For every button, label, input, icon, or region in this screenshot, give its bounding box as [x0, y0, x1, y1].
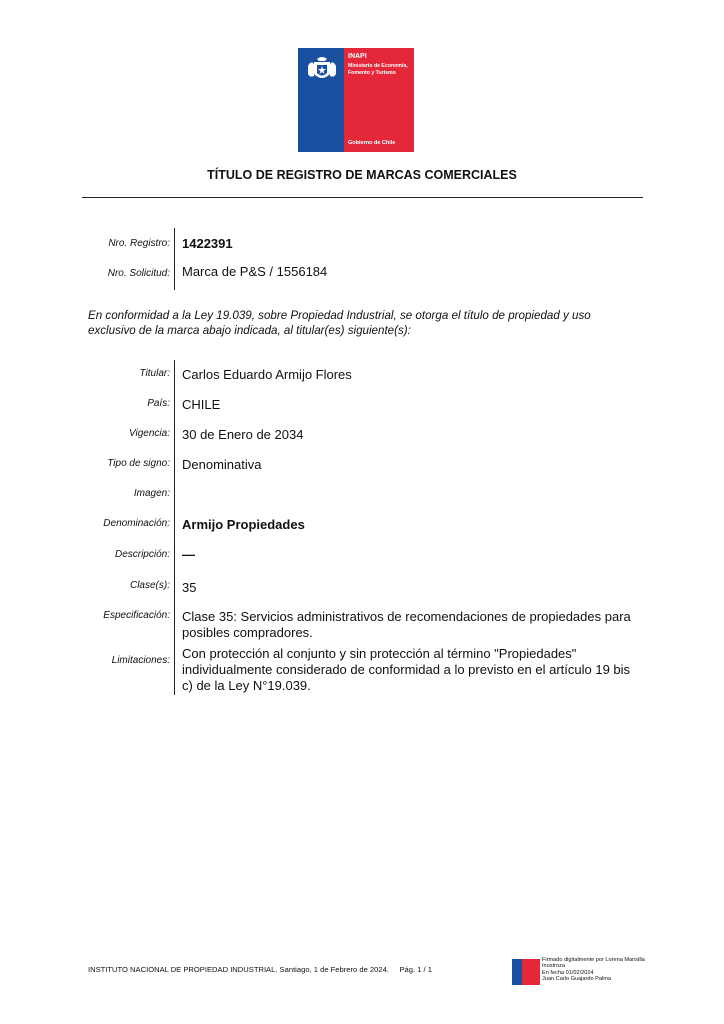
- footer-text: INSTITUTO NACIONAL DE PROPIEDAD INDUSTRIAL. Santiago, 1 de Febrero de 2024.: [88, 965, 389, 974]
- registration-vertical-line: [174, 228, 175, 290]
- label-pais: País:: [147, 398, 170, 409]
- label-limitaciones: Limitaciones:: [111, 655, 170, 666]
- seal-blue: [512, 959, 522, 985]
- value-limitaciones: Con protección al conjunto y sin protección al término "Propiedades" individualmente considerado de conformidad a lo previsto en el artículo 19 bis c) de la Ley N°19.039.: [182, 646, 631, 693]
- label-imagen: Imagen:: [133, 488, 170, 499]
- value-clases: 35: [182, 580, 197, 595]
- footer-page: Pág. 1 / 1: [399, 965, 432, 974]
- title-divider: [82, 197, 643, 198]
- value-tipo-signo: Denominativa: [182, 457, 262, 472]
- label-vigencia: Vigencia:: [129, 428, 170, 439]
- signature-line-3: Juan Carlo Guajardo Palma: [542, 976, 612, 983]
- value-denominacion: Armijo Propiedades: [182, 517, 305, 532]
- government-seal-icon: [512, 959, 540, 985]
- signature-line-1: Firmado digitalmente por Lorena Mansilla Inostroza: [542, 957, 645, 970]
- label-tipo-signo: Tipo de signo:: [107, 458, 170, 469]
- signature-line-2: En fecha 01/02/2024: [542, 969, 594, 976]
- value-nro-registro: 1422391: [182, 236, 233, 251]
- label-denominacion: Denominación:: [103, 518, 170, 529]
- seal-red: [522, 959, 540, 985]
- details-block: [88, 360, 631, 695]
- logo-red-panel: [344, 48, 414, 152]
- label-especificacion: Especificación:: [103, 610, 170, 621]
- digital-signature: [542, 957, 662, 983]
- label-clases: Clase(s):: [129, 580, 170, 591]
- logo-name: INAPI: [348, 53, 367, 60]
- label-nro-registro: Nro. Registro:: [108, 238, 170, 249]
- inapi-logo: [298, 48, 414, 152]
- value-nro-solicitud: Marca de P&S / 1556184: [182, 264, 328, 279]
- registration-block: [88, 228, 628, 290]
- value-pais: CHILE: [182, 397, 221, 412]
- value-especificacion: Clase 35: Servicios administrativos de recomendaciones de propiedades para posibles compradores.: [182, 609, 631, 640]
- label-titular: Titular:: [139, 368, 170, 379]
- label-descripcion: Descripción:: [114, 549, 170, 560]
- value-descripcion: —: [182, 547, 195, 562]
- label-nro-solicitud: Nro. Solicitud:: [107, 268, 170, 279]
- value-vigencia: 30 de Enero de 2034: [182, 427, 304, 442]
- logo-government: Gobierno de Chile: [348, 140, 396, 146]
- logo-ministry: Ministerio de Economía, Fomento y Turismo: [348, 63, 408, 76]
- document-title: TÍTULO DE REGISTRO DE MARCAS COMERCIALES: [207, 168, 517, 182]
- details-vertical-line: [174, 360, 175, 695]
- footer: [88, 965, 432, 974]
- logo-blue-panel: [298, 48, 344, 152]
- value-titular: Carlos Eduardo Armijo Flores: [182, 367, 352, 382]
- coat-of-arms-icon: [304, 54, 340, 86]
- intro-paragraph: En conformidad a la Ley 19.039, sobre Propiedad Industrial, se otorga el título de propiedad y uso exclusivo de la marca abajo indicada, al titular(es) siguiente(s):: [88, 309, 591, 337]
